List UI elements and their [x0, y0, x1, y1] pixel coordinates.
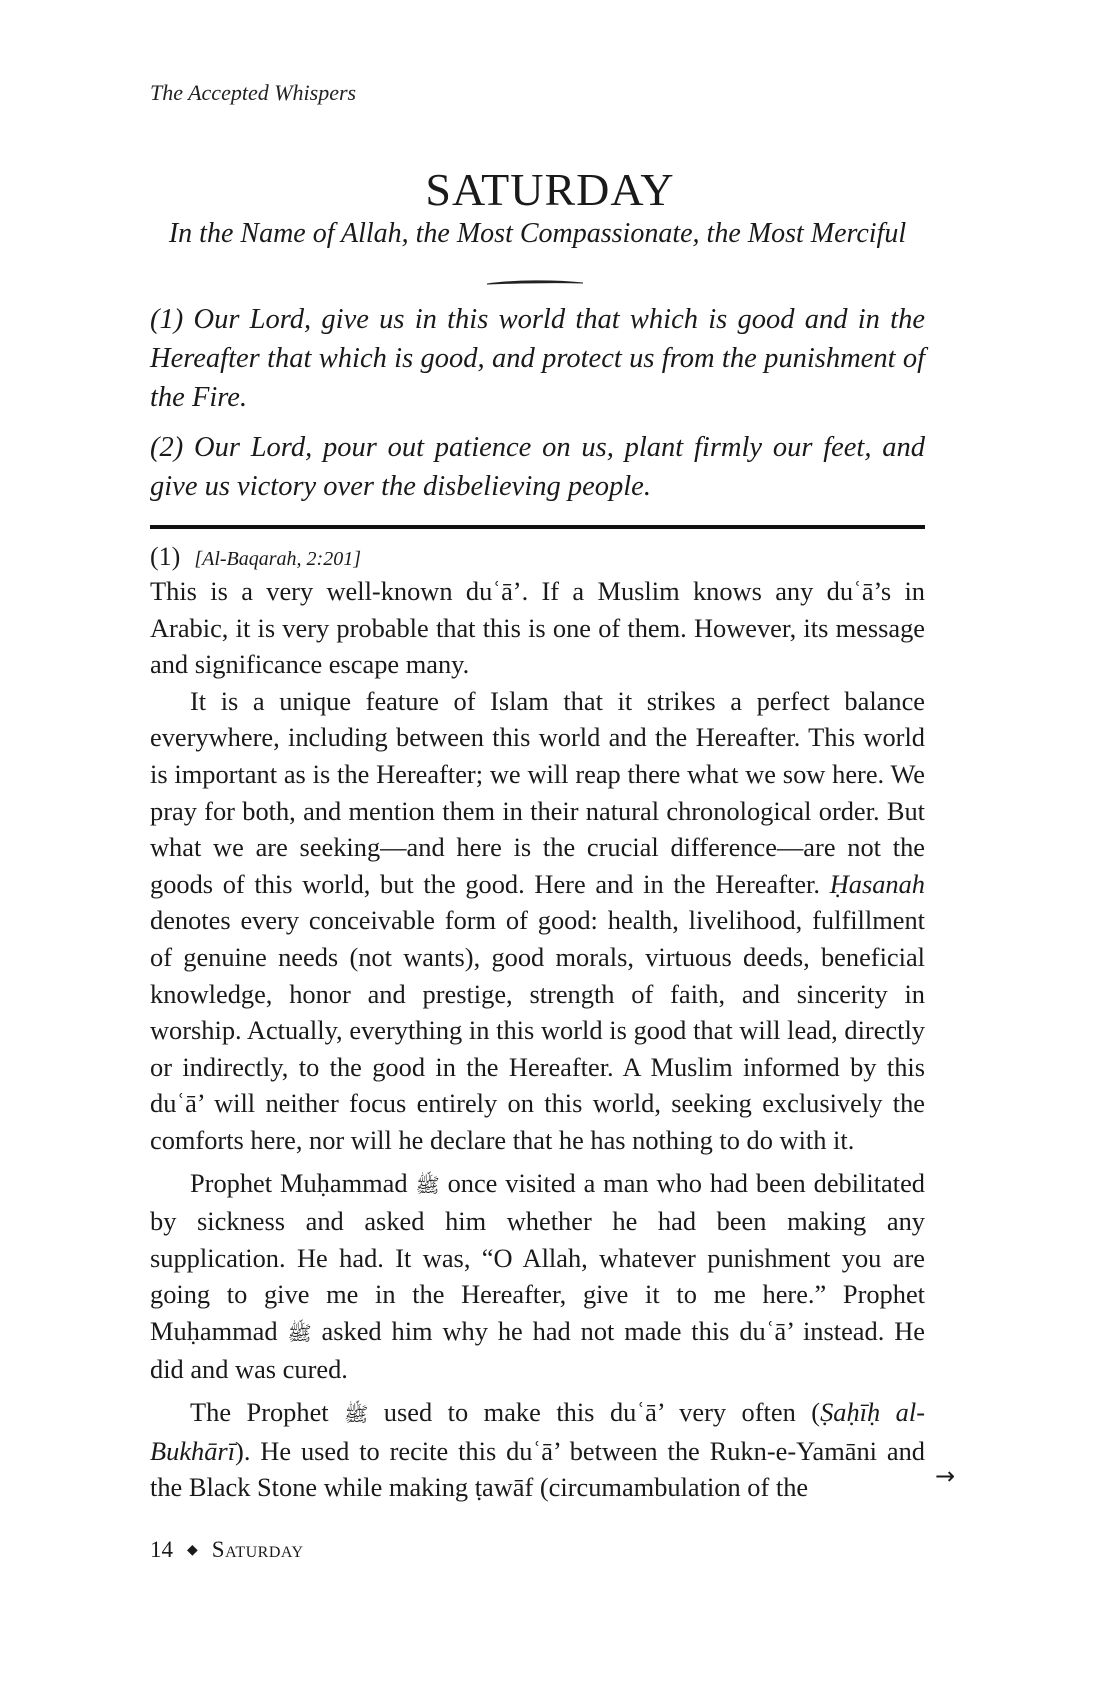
section-divider-rule: [150, 525, 925, 529]
paragraph-4-end: ). He used to recite this duʿā’ between the Rukn-e-Yamāni and the Black Stone while making ṭawāf (circumambulation of the: [150, 1435, 925, 1503]
commentary-body: [150, 573, 925, 1506]
paragraph-2: [150, 683, 925, 1159]
continue-arrow-icon: →: [935, 1462, 956, 1490]
dua-2: (2) Our Lord, pour out patience on us, plant firmly our feet, and give us victory over the disbelieving people.: [150, 432, 925, 502]
term-hasanah: Ḥasanah: [829, 868, 925, 899]
dua-1: (1) Our Lord, give us in this world that which is good and in the Hereafter that which is good, and protect us from the punishment of the Fire.: [150, 304, 925, 413]
paragraph-3: [150, 1165, 925, 1389]
paragraph-4-middle: used to make this duʿā’ very often (: [383, 1397, 821, 1428]
paragraph-1: This is a very well-known duʿā’. If a Muslim knows any duʿā’s in Arabic, it is very probable that this is one of them. However, its message and significance escape many.: [150, 576, 925, 680]
honorific-icon: ﷺ: [415, 1172, 440, 1197]
paragraph-2-text: It is a unique feature of Islam that it strikes a perfect balance everywhere, including between this world and the Hereafter. This world is important as is the Hereafter; we will reap there what we sow here. We pray for both, and mention them in their natural chronological order. But what we are seeking—and here is the crucial difference—are not the goods of this world, but the good. Here and in the Hereafter.: [150, 685, 925, 899]
bismillah-line: In the Name of Allah, the Most Compassionate, the Most Merciful: [168, 218, 907, 249]
paragraph-2-rest: denotes every conceivable form of good: health, livelihood, fulfillment of genuine needs (not wants), good morals, virtuous deeds, beneficial knowledge, honor and prestige, strength of faith, and sincerity in worship. Actually, everything in this world is good that will lead, directly or indirectly, to the good in the Hereafter. A Muslim informed by this duʿā’ will neither focus entirely on this world, seeking exclusively the comforts here, nor will he declare that he has nothing to do with it.: [150, 905, 925, 1155]
paragraph-3-start: Prophet Muḥammad: [190, 1167, 408, 1198]
footnote-heading: [150, 542, 361, 572]
running-head: The Accepted Whispers: [150, 80, 357, 105]
paragraph-4-start: The Prophet: [190, 1397, 329, 1428]
ornament-divider-icon: [485, 275, 585, 289]
footer-section-name: Saturday: [211, 1537, 304, 1562]
footnote-reference: [Al-Baqarah, 2:201]: [194, 548, 361, 570]
honorific-icon: ﷺ: [287, 1320, 312, 1345]
page-number: 14: [150, 1537, 173, 1562]
paragraph-3-middle: once visited a man who had been debilitated by sickness and asked him whether he had been making any supplication. He had. It was, “O Allah, whatever punishment you are going to give me in the Hereafter, give it to me here.” Prophet Muḥammad: [150, 1167, 926, 1346]
page-title: SATURDAY: [425, 164, 675, 215]
paragraph-4: [150, 1394, 925, 1506]
duas-section: [150, 300, 925, 517]
diamond-icon: ◆: [187, 1542, 198, 1558]
honorific-icon: ﷺ: [344, 1402, 369, 1427]
page-footer: [150, 1537, 304, 1563]
source-citation: Ṣaḥīḥ al-Bukhārī: [150, 1397, 925, 1466]
paragraph-3-end: asked him why he had not made this duʿā’ instead. He did and was cured.: [150, 1315, 925, 1385]
footnote-number: (1): [150, 542, 181, 571]
